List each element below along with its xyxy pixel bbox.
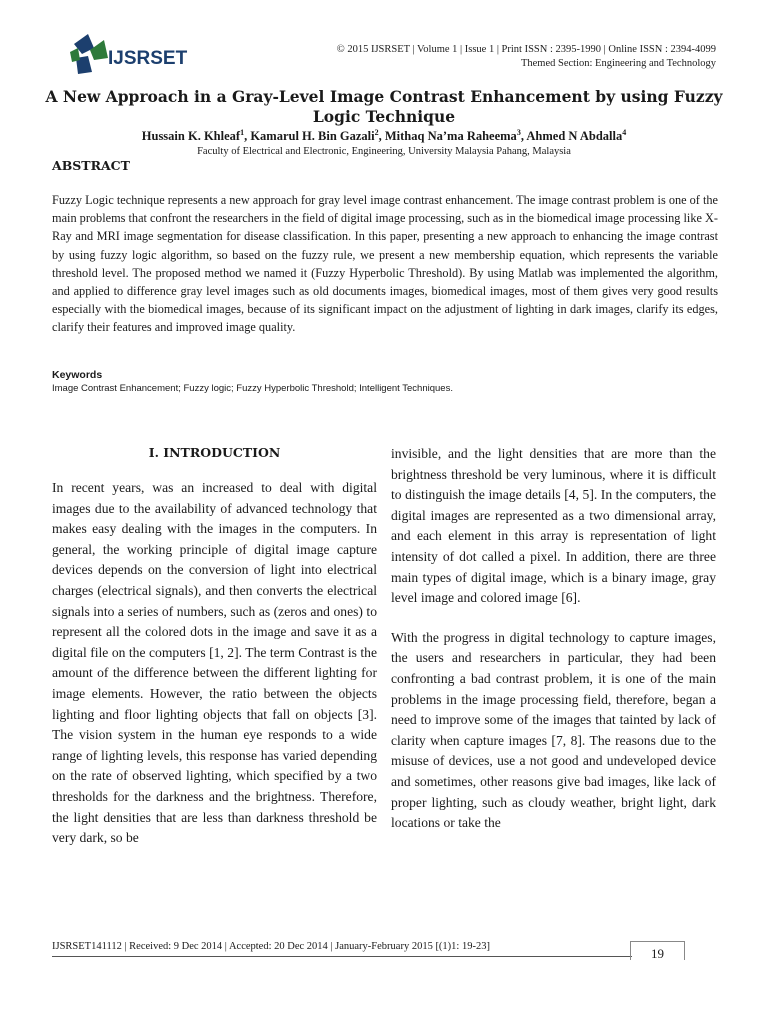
logo-text: IJSRSET [108, 48, 188, 69]
author-separator: , [378, 129, 385, 144]
author-affiliation: Faculty of Electrical and Electronic, Engineering, University Malaysia Pahang, Malaysia [197, 146, 571, 157]
author-list [40, 128, 728, 144]
author-name: Ahmed N Abdalla [526, 129, 623, 144]
footer-divider [52, 956, 632, 957]
author-affiliation-mark: 1 [240, 128, 245, 137]
author-name: Hussain K. Khleaf [141, 129, 241, 144]
intro-paragraph: In recent years, was an increased to deal with digital images due to the availability of advanced technology that makes easy dealing with the images in the computers. In general, the working principle of digital image capture devices depends on the conversion of light into electrical charges (electrical signals), and then converts the electrical signals into a series of numbers, such as (zeros and ones) to represent all the colored dots in the image and save it as a digital file on the computers [1, 2]. The term Contrast is the amount of the difference between the different lighting for image elements. However, the ratio between the objects lighting and floor lighting objects that fall on objects [3]. The vision system in the human eye responds to a wide range of lighting levels, this response has varied depending on the rate of observed lighting, which specified by a two thresholds for the darkness and the brightness. Therefore, the light densities that are less than darkness threshold be very dark, so be [52, 480, 377, 846]
footer-citation: IJSRSET141112 | Received: 9 Dec 2014 | Accepted: 20 Dec 2014 | January-February 2015 [(1)1: 19-23] [52, 941, 490, 952]
introduction-heading: I. INTRODUCTION [148, 445, 281, 460]
journal-logo [68, 30, 198, 78]
intro-paragraph: With the progress in digital technology to capture images, the users and researchers in particular, they had been confronting a bad contrast problem, it is one of the main problems in the image processing field, therefore, began a need to improve some of the images that tainted by lack of clarity when capture images [7, 8]. The reasons due to the misuse of devices, use a not good and undeveloped device and sometimes, other reasons give bad images, like lack of proper lighting, such as cloudy weather, bright light, dark locations or take the [391, 629, 716, 831]
themed-section-line: Themed Section: Engineering and Technology [520, 58, 716, 69]
left-column [52, 478, 377, 849]
paper-title: A New Approach in a Gray-Level Image Contrast Enhancement by using Fuzzy Logic Technique [45, 87, 723, 126]
author-separator: , [520, 129, 527, 144]
abstract-body: Fuzzy Logic technique represents a new approach for gray level image contrast enhancement. The image contrast problem is one of the main problems that confront the researchers in the field of digital image processing, such as in the biomedical image processing like X-Ray and MRI image segmentation for disease classification. In this paper, presenting a new approach to enhancing the image contrast by using fuzzy logic algorithm, so based on the fuzzy rule, we present a new membership equation, which represents the variable threshold level. The proposed method we named it (Fuzzy Hyperbolic Threshold). By using Matlab was implemented the algorithm, and applied to difference gray level images such as old documents images, biomedical images, most of them gives very good results especially with the biomedical images, because of its significant impact on the adjustment of lighting in dark images, clarify its edges, clarify their features and improved image quality. [52, 193, 718, 335]
page-number: 19 [630, 941, 685, 960]
author-affiliation-mark: 3 [516, 128, 521, 137]
keywords-list: Image Contrast Enhancement; Fuzzy logic; Fuzzy Hyperbolic Threshold; Intelligent Techniques. [52, 383, 453, 394]
author-name: Mithaq Na’ma Raheema [384, 129, 517, 144]
abstract-heading: ABSTRACT [52, 158, 130, 173]
right-column [391, 444, 716, 834]
journal-issn-line: © 2015 IJSRSET | Volume 1 | Issue 1 | Print ISSN : 2395-1990 | Online ISSN : 2394-4099 [336, 44, 716, 55]
intro-paragraph: invisible, and the light densities that are more than the brightness threshold be very luminous, where it is difficult to distinguish the image details [4, 5]. In the computers, the digital images are represented as a two dimensional array, and each element in this array is representation of light intensity of dot called a pixel. In addition, there are three main types of digital image, which is a binary image, gray level image and colored image [6]. [391, 446, 716, 606]
author-affiliation-mark: 4 [622, 128, 627, 137]
keywords-heading: Keywords [52, 369, 103, 381]
journal-meta [337, 43, 716, 71]
author-separator: , [244, 129, 251, 144]
author-affiliation-mark: 2 [374, 128, 379, 137]
author-name: Kamarul H. Bin Gazali [250, 129, 375, 144]
